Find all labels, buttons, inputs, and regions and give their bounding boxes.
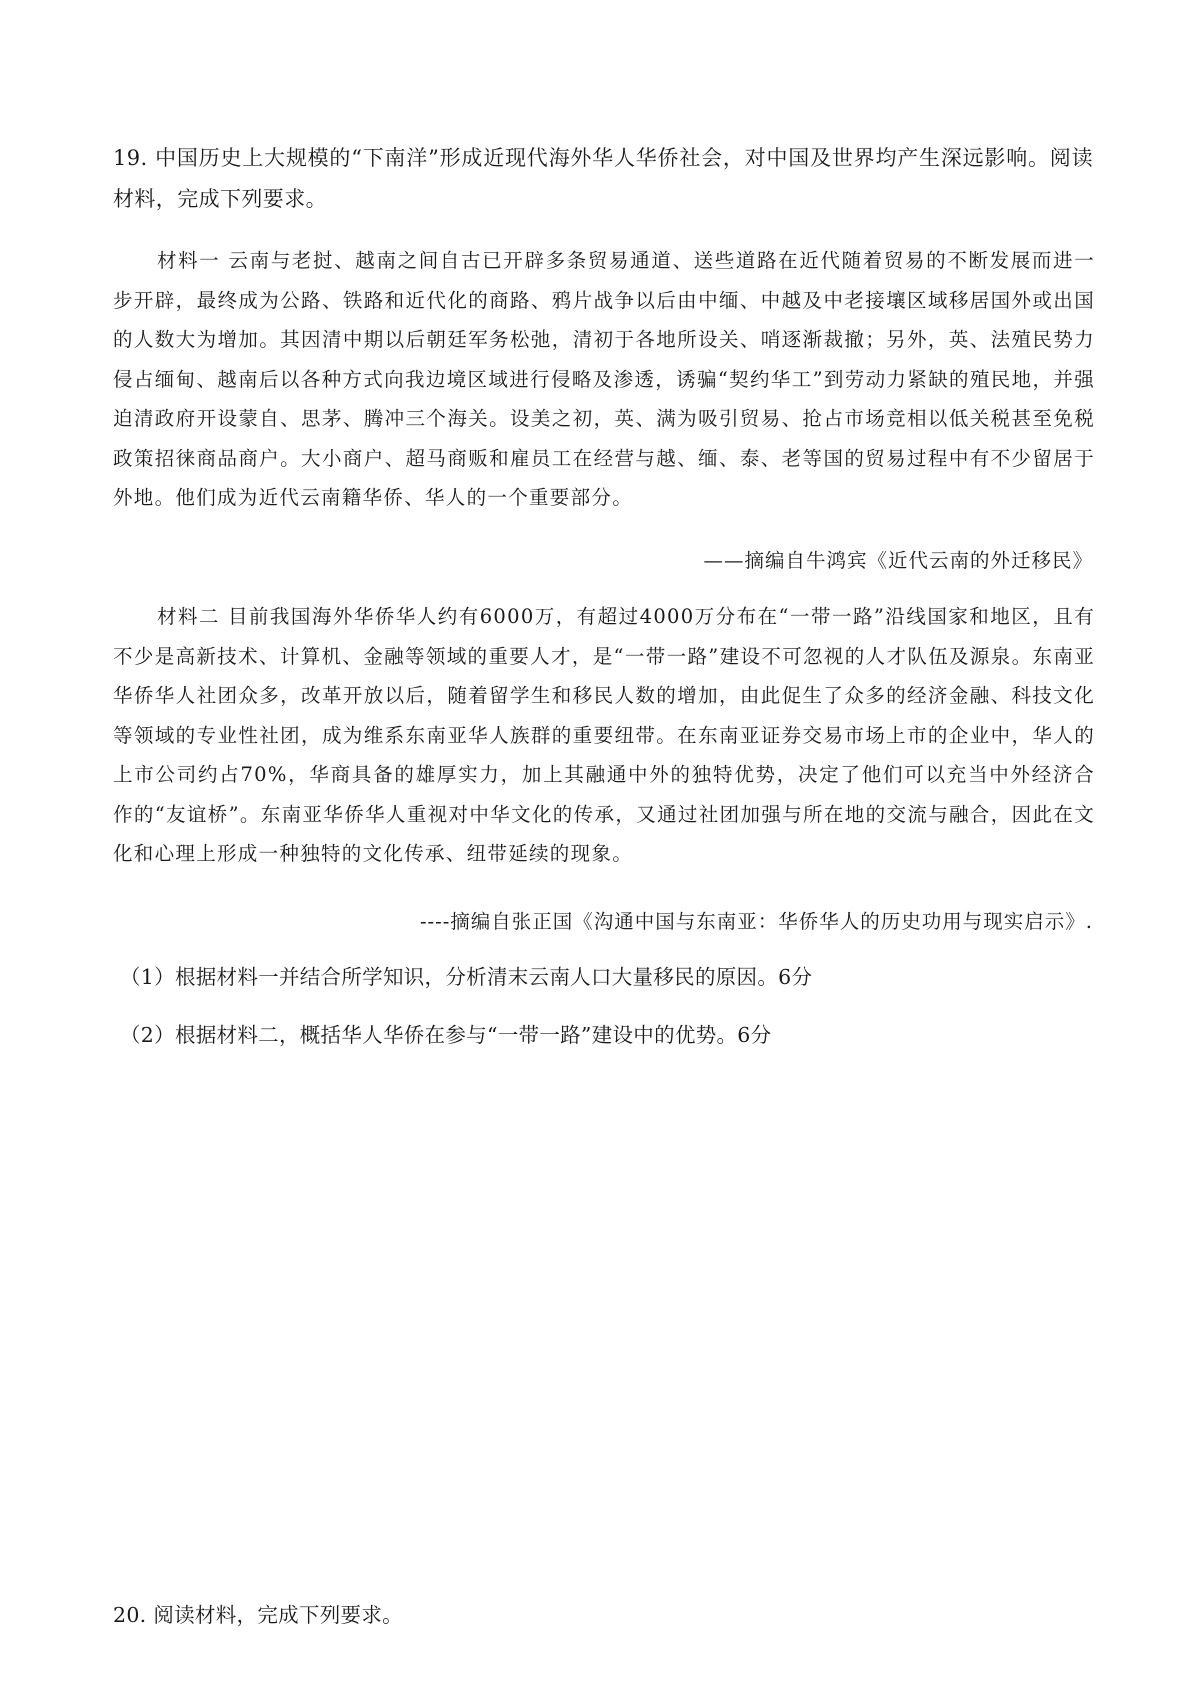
sub-question-2: （2）根据材料二，概括华人华侨在参与“一带一路”建设中的优势。6分 bbox=[120, 1023, 772, 1047]
question-20-intro: 20. 阅读材料，完成下列要求。 bbox=[113, 1603, 403, 1627]
question-19-intro: 19. 中国历史上大规模的“下南洋”形成近现代海外华人华侨社会，对中国及世界均产生深远影响。阅读材料，完成下列要求。 bbox=[113, 146, 1093, 211]
material-1-paragraph bbox=[113, 241, 1095, 518]
material-2-label: 材料二 bbox=[157, 605, 220, 628]
material-2-text: 目前我国海外华侨华人约有6000万，有超过4000万分布在“一带一路”沿线国家和地区，且有不少是高新技术、计算机、金融等领域的重要人才，是“一带一路”建设不可忽视的人才队伍及源泉。东南亚华侨华人社团众多，改革开放以后，随着留学生和移民人数的增加，由此促生了众多的经济金融、科技文化等领域的专业性社团，成为维系东南亚华人族群的重要纽带。在东南亚证券交易市场上市的企业中，华人的上市公司约占70%，华商具备的雄厚实力，加上其融通中外的独特优势，决定了他们可以充当中外经济合作的“友谊桥”。东南亚华侨华人重视对中华文化的传承，又通过社团加强与所在地的交流与融合，因此在文化和心理上形成一种独特的文化传承、纽带延续的现象。 bbox=[113, 605, 1095, 865]
material-1-text: 云南与老挝、越南之间自古已开辟多条贸易通道、送些道路在近代随着贸易的不断发展而进一步开辟，最终成为公路、铁路和近代化的商路、鸦片战争以后由中缅、中越及中老接壤区域移居国外或出国的人数大为增加。其因清中期以后朝廷军务松弛，清初于各地所设关、哨逐渐裁撤；另外，英、法殖民势力侵占缅甸、越南后以各种方式向我边境区域进行侵略及渗透，诱骗“契约华工”到劳动力紧缺的殖民地，并强迫清政府开设蒙自、思茅、腾冲三个海关。设美之初，英、满为吸引贸易、抢占市场竞相以低关税甚至免税政策招徕商品商户。大小商户、超马商贩和雇员工在经营与越、缅、泰、老等国的贸易过程中有不少留居于外地。他们成为近代云南籍华侨、华人的一个重要部分。 bbox=[113, 249, 1095, 509]
material-2-source: ----摘编自张正国《沟通中国与东南亚：华侨华人的历史功用与现实启示》. bbox=[419, 910, 1093, 933]
material-1-label: 材料一 bbox=[157, 249, 221, 272]
material-1-source: ——摘编自牛鸿宾《近代云南的外迁移民》 bbox=[703, 549, 1093, 572]
sub-question-1: （1）根据材料一并结合所学知识，分析清末云南人口大量移民的原因。6分 bbox=[120, 965, 813, 989]
material-2-paragraph bbox=[113, 597, 1095, 874]
